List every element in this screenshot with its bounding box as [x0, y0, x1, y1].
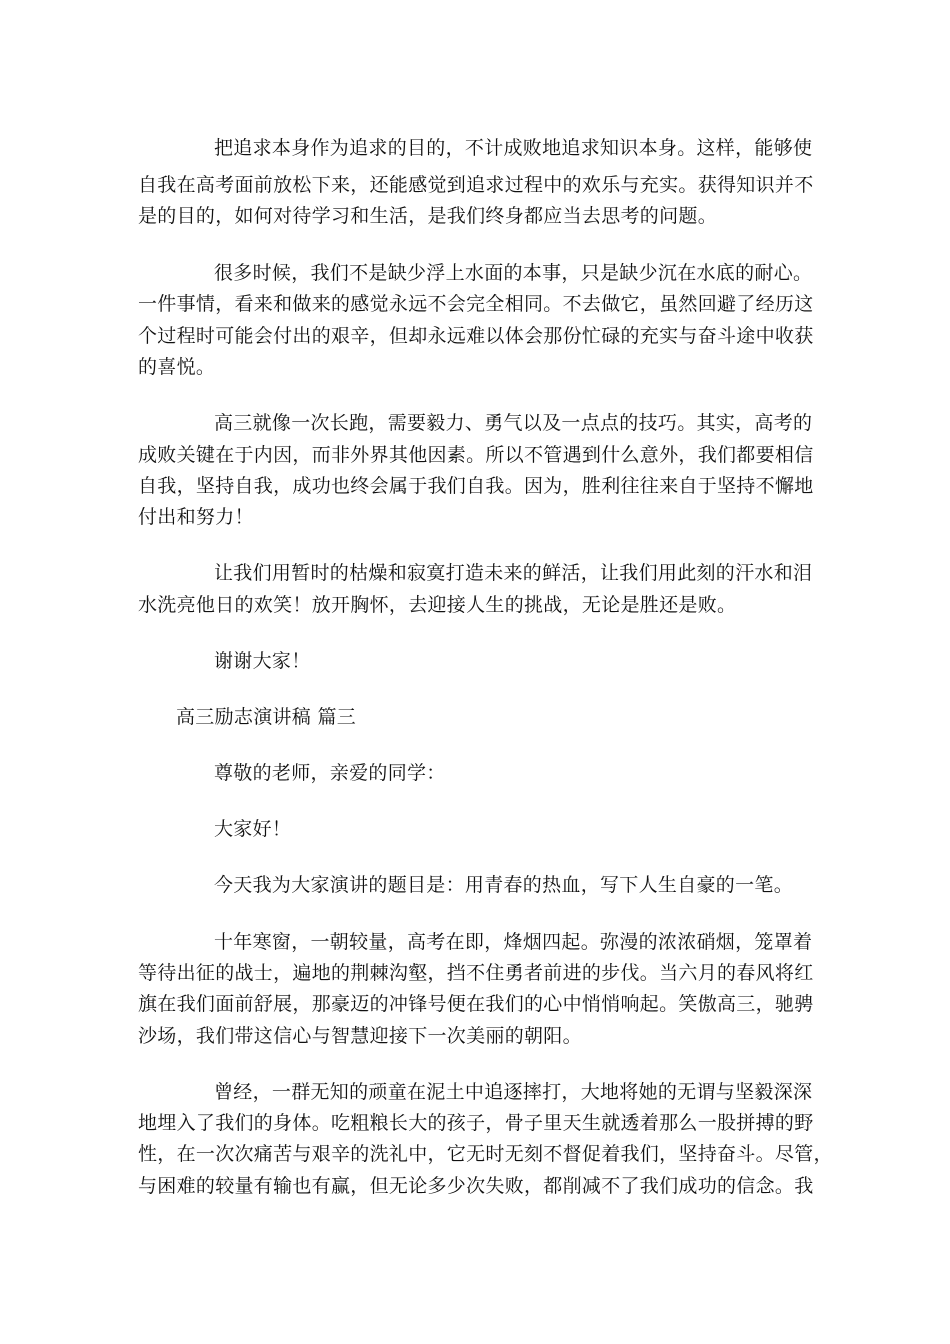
para5-line1: 十年寒窗，一朝较量，高考在即，烽烟四起。弥漫的浓浓硝烟，笼罩着 — [214, 931, 813, 953]
para1-line1: 把追求本身作为追求的目的，不计成败地追求知识本身。这样，能够使 — [214, 137, 813, 159]
para2-line2: 一件事情，看来和做来的感觉永远不会完全相同。不去做它，虽然回避了经历这 — [138, 293, 814, 315]
para5-line4: 沙场，我们带这信心与智慧迎接下一次美丽的朝阳。 — [138, 1025, 582, 1047]
para6-line2: 地埋入了我们的身体。吃粗粮长大的孩子，骨子里天生就透着那么一股拼搏的野 — [138, 1112, 814, 1134]
para5-line3: 旗在我们面前舒展，那豪迈的冲锋号便在我们的心中悄悄响起。笑傲高三，驰骋 — [138, 993, 814, 1015]
para2-line4: 的喜悦。 — [138, 356, 216, 378]
section-heading: 高三励志演讲稿 篇三 — [176, 706, 357, 728]
para1-line3: 是的目的，如何对待学习和生活，是我们终身都应当去思考的问题。 — [138, 205, 718, 227]
para2-line3: 个过程时可能会付出的艰辛，但却永远难以体会那份忙碌的充实与奋斗途中收获 — [138, 325, 814, 347]
para4-line1: 让我们用暂时的枯燥和寂寞打造未来的鲜活，让我们用此刻的汗水和泪 — [214, 562, 813, 584]
para6-line4: 与困难的较量有输也有赢，但无论多少次失败，都削减不了我们成功的信念。我 — [138, 1175, 814, 1197]
greeting: 大家好！ — [214, 818, 292, 840]
para5-line2: 等待出征的战士，遍地的荆棘沟壑，挡不住勇者前进的步伐。当六月的春风将红 — [138, 962, 814, 984]
para4-line2: 水洗亮他日的欢笑！放开胸怀，去迎接人生的挑战，无论是胜还是败。 — [138, 594, 737, 616]
closing-thanks: 谢谢大家！ — [214, 650, 311, 672]
salutation: 尊敬的老师，亲爱的同学： — [214, 762, 446, 784]
para2-line1: 很多时候，我们不是缺少浮上水面的本事，只是缺少沉在水底的耐心。 — [214, 262, 813, 284]
para1-line2: 自我在高考面前放松下来，还能感觉到追求过程中的欢乐与充实。获得知识并不 — [138, 174, 814, 196]
para3-line3: 自我，坚持自我，成功也终会属于我们自我。因为，胜利往往来自于坚持不懈地 — [138, 475, 814, 497]
para6-line1: 曾经，一群无知的顽童在泥土中追逐摔打，大地将她的无谓与坚毅深深 — [214, 1081, 813, 1103]
speech-topic: 今天我为大家演讲的题目是：用青春的热血，写下人生自豪的一笔。 — [214, 874, 794, 896]
para3-line2: 成败关键在于内因，而非外界其他因素。所以不管遇到什么意外，我们都要相信 — [138, 444, 814, 466]
para3-line1: 高三就像一次长跑，需要毅力、勇气以及一点点的技巧。其实，高考的 — [214, 412, 813, 434]
para6-line3: 性，在一次次痛苦与艰辛的洗礼中，它无时无刻不督促着我们，坚持奋斗。尽管， — [138, 1143, 833, 1165]
para3-line4: 付出和努力！ — [138, 506, 254, 528]
